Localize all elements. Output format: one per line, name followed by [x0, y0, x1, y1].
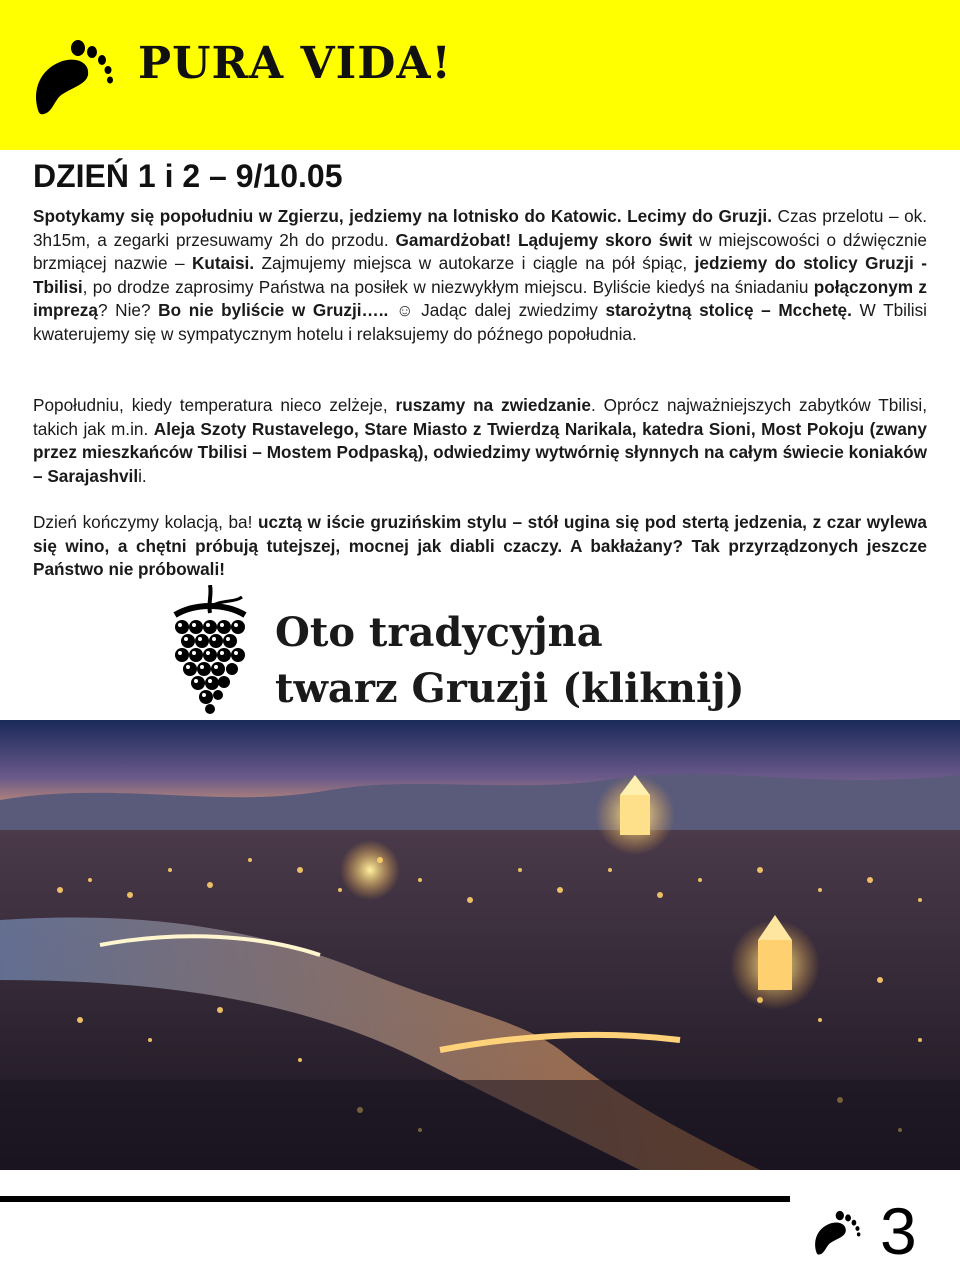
footprint-icon: [30, 30, 130, 115]
page-number: 3: [880, 1194, 917, 1268]
footprint-icon: [810, 1205, 872, 1255]
paragraph-dinner: Dzień kończymy kolacją, ba! ucztą w iście gruzińskim stylu – stół ugina się pod stertą jedzenia, z czar wylewa się wino, a chętni próbują tutejszej, mocnej jak diabli czaczy. A bakłażany? Tak przyrządzonych jeszcze Państwo nie próbowali!: [33, 512, 927, 579]
banner-line-2: twarz Gruzji (kliknij): [275, 665, 745, 712]
tbilisi-night-cityscape: [0, 720, 960, 1170]
banner-text: [275, 605, 745, 717]
footer-divider: [0, 1196, 790, 1202]
grapes-icon: [170, 585, 250, 715]
banner-line-1: Oto tradycyjna: [275, 609, 603, 656]
paragraph-sightseeing: Popołudniu, kiedy temperatura nieco zelżeje, ruszamy na zwiedzanie. Oprócz najważniejszych zabytków Tbilisi, takich jak m.in. Aleja Szoty Rustavelego, Stare Miasto z Twierdzą Narikala, katedra Sioni, Most Pokoju (zwany przez mieszkańców Tbilisi – Mostem Podpaską), odwiedzimy wytwórnię słynnych na całym świecie koniaków – Sarajashvili.: [33, 395, 928, 486]
georgia-banner-link[interactable]: [130, 585, 830, 720]
paragraph-day-plan: Spotykamy się popołudniu w Zgierzu, jedziemy na lotnisko do Katowic. Lecimy do Gruzji. Czas przelotu – ok. 3h15m, a zegarki przesuwamy 2h do przodu. Gamardżobat! Lądujemy skoro świt w miejscowości o dźwięcznie brzmiącej nazwie – Kutaisi. Zajmujemy miejsca w autokarze i ciągle na pół śpiąc, jedziemy do stolicy Gruzji - Tbilisi, po drodze zaprosimy Państwa na posiłek w niezwykłym miejscu. Byliście kiedyś na śniadaniu połączonym z imprezą? Nie? Bo nie byliście w Gruzji….. ☺ Jadąc dalej zwiedzimy starożytną stolicę – Mcchetę. W Tbilisi kwaterujemy się w sympatycznym hotelu i relaksujemy do późnego popołudnia.: [33, 206, 928, 344]
header-bar: [0, 0, 960, 150]
brand-title: PURA VIDA!: [138, 38, 452, 89]
day-title: DZIEŃ 1 i 2 – 9/10.05: [33, 158, 343, 194]
